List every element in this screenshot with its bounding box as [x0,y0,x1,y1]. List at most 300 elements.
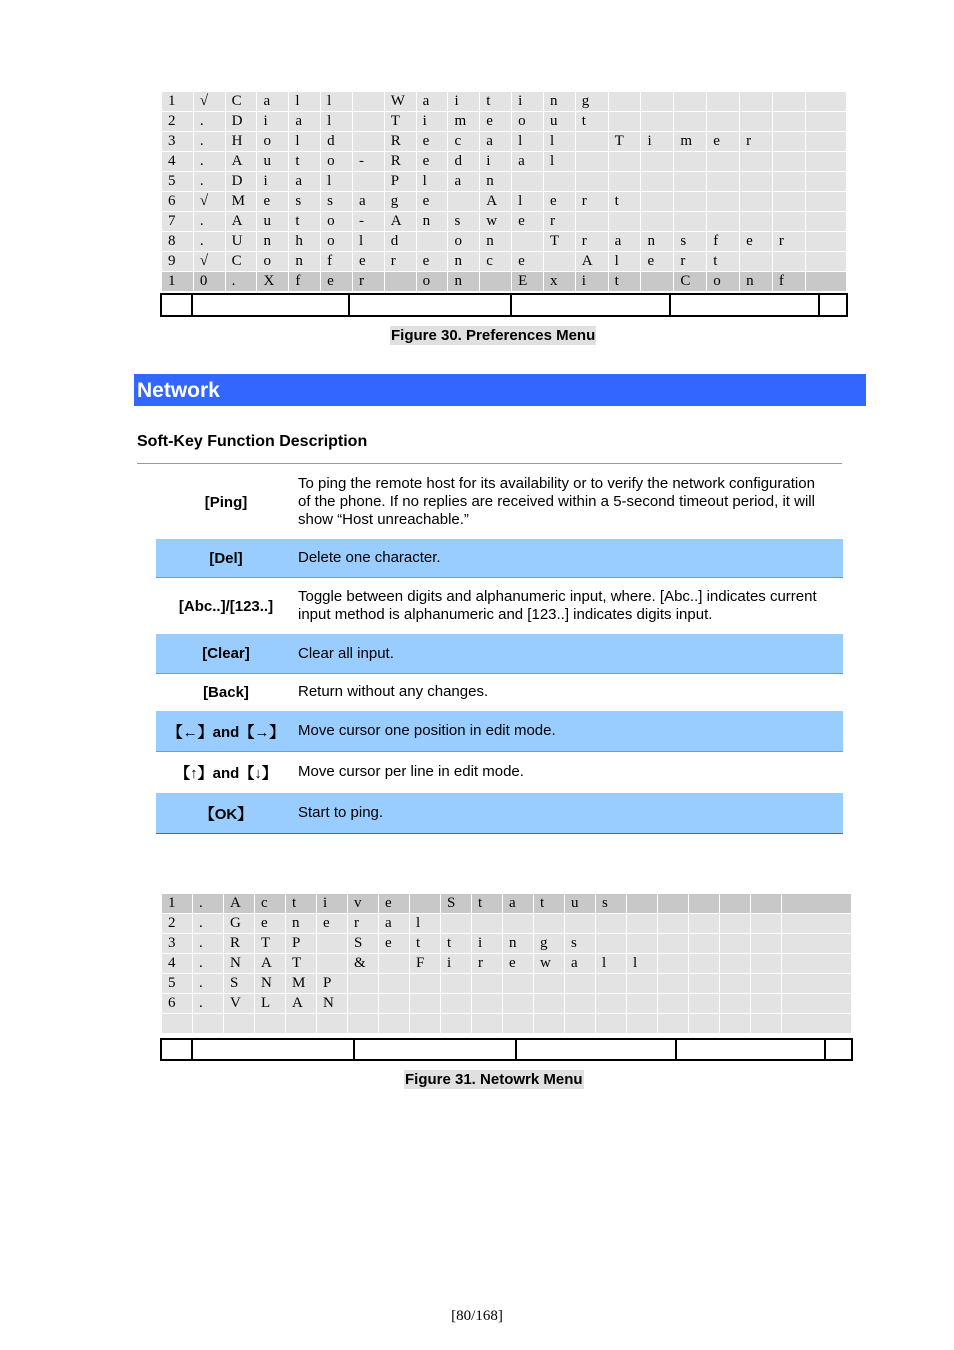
lcd-char-cell: 2 [162,112,194,132]
lcd-char-cell [534,1014,565,1034]
lcd-char-cell: a [480,132,512,152]
lcd-char-cell: o [321,212,353,232]
menu-row [162,954,852,974]
lcd-char-cell: 4 [162,954,193,974]
lcd-char-cell: f [289,272,321,292]
lcd-char-cell: t [289,212,321,232]
lcd-char-cell: . [193,934,224,954]
lcd-char-cell: E [512,272,544,292]
lcd-char-cell: l [627,954,658,974]
lcd-char-cell: c [480,252,512,272]
lcd-char-cell [162,1014,193,1034]
lcd-char-cell [512,172,544,192]
lcd-char-cell [641,172,674,192]
lcd-char-cell: d [321,132,353,152]
softkey-description: Delete one character. [298,549,441,566]
lcd-char-cell: t [410,934,441,954]
lcd-char-cell: a [257,92,289,112]
lcd-char-cell [627,974,658,994]
softkey-slot [820,295,846,315]
lcd-char-cell: 1 [162,92,194,112]
lcd-char-cell [689,1014,720,1034]
softkey-description: Move cursor per line in edit mode. [298,763,524,780]
lcd-char-cell: e [321,272,353,292]
lcd-char-cell: t [480,92,512,112]
lcd-char-cell [441,974,472,994]
lcd-char-cell: e [379,934,410,954]
softkey-name: [Del] [209,549,243,567]
lcd-char-cell: f [772,272,805,292]
lcd-char-cell: H [225,132,257,152]
lcd-char-cell: a [289,112,321,132]
lcd-char-cell: R [384,152,416,172]
lcd-char-cell: e [740,232,773,252]
lcd-char-cell [575,132,608,152]
lcd-char-cell: a [289,172,321,192]
lcd-char-cell: r [543,212,575,232]
lcd-char-cell: S [348,934,379,954]
lcd-char-cell [720,974,751,994]
lcd-char-cell: r [575,232,608,252]
lcd-char-cell: o [257,252,289,272]
lcd-char-cell [782,1014,852,1034]
lcd-char-cell: g [575,92,608,112]
lcd-char-cell: s [674,232,707,252]
lcd-char-cell: 9 [162,252,194,272]
lcd-char-cell: x [543,272,575,292]
lcd-char-cell: X [257,272,289,292]
lcd-char-cell: t [289,152,321,172]
lcd-char-cell [543,172,575,192]
lcd-char-cell: n [480,172,512,192]
menu-row [162,914,852,934]
lcd-char-cell: L [255,994,286,1014]
lcd-char-cell: l [543,132,575,152]
lcd-char-cell [534,994,565,1014]
lcd-char-cell [565,1014,596,1034]
lcd-char-cell [674,112,707,132]
lcd-char-cell: v [348,894,379,914]
lcd-char-cell [641,272,674,292]
lcd-char-cell [805,272,846,292]
lcd-char-cell: √ [193,192,225,212]
lcd-char-cell [641,212,674,232]
page-number: [80/168] [451,1308,503,1324]
softkey-slot [826,1040,851,1059]
lcd-char-cell: g [384,192,416,212]
lcd-char-cell: n [448,252,480,272]
lcd-char-cell [674,152,707,172]
lcd-char-cell: l [289,132,321,152]
lcd-char-cell [740,152,773,172]
lcd-char-cell [772,92,805,112]
lcd-char-cell: C [674,272,707,292]
menu-row [162,252,847,272]
lcd-char-cell: 0 [193,272,225,292]
lcd-char-cell: l [321,112,353,132]
menu-row [162,934,852,954]
lcd-char-cell: t [286,894,317,914]
lcd-char-cell: s [448,212,480,232]
lcd-char-cell: T [608,132,641,152]
softkey-description: Move cursor one position in edit mode. [298,722,556,739]
lcd-char-cell [503,1014,534,1034]
lcd-char-cell [416,232,448,252]
lcd-char-cell: . [193,994,224,1014]
lcd-char-cell [410,974,441,994]
softkey-name: 【↑】and【↓】 [175,764,277,782]
lcd-char-cell [608,112,641,132]
lcd-char-cell: V [224,994,255,1014]
lcd-char-cell: n [503,934,534,954]
lcd-char-cell: D [225,172,257,192]
lcd-char-cell: . [193,954,224,974]
softkey-row [156,674,843,710]
lcd-char-cell: i [441,954,472,974]
lcd-char-cell: e [352,252,384,272]
lcd-char-cell: C [225,252,257,272]
lcd-char-cell: e [707,132,740,152]
menu-row [162,1014,852,1034]
menu-row [162,894,852,914]
lcd-char-cell: 4 [162,152,194,172]
lcd-char-cell: P [317,974,348,994]
lcd-char-cell [317,934,348,954]
softkey-slot [162,1040,193,1059]
lcd-char-cell: n [416,212,448,232]
lcd-char-cell [782,894,852,914]
lcd-char-cell [740,92,773,112]
lcd-char-cell [689,894,720,914]
lcd-char-cell [575,212,608,232]
lcd-char-cell [565,994,596,1014]
lcd-char-cell [379,994,410,1014]
softkey-slot [350,295,512,315]
softkey-slot [671,295,820,315]
lcd-char-cell: n [641,232,674,252]
lcd-char-cell [689,954,720,974]
lcd-char-cell [410,1014,441,1034]
lcd-char-cell: l [512,192,544,212]
lcd-char-cell [641,152,674,172]
lcd-char-cell [410,994,441,1014]
lcd-char-cell: t [534,894,565,914]
softkey-slot [162,295,193,315]
lcd-char-cell [751,954,782,974]
lcd-char-cell [720,934,751,954]
softkey-description: Return without any changes. [298,683,489,700]
lcd-char-cell: √ [193,252,225,272]
lcd-char-cell [689,974,720,994]
lcd-char-cell: o [321,152,353,172]
softkey-row [156,634,843,674]
lcd-char-cell: e [512,212,544,232]
lcd-char-cell [352,132,384,152]
softkey-row [156,472,843,532]
lcd-char-cell: e [641,252,674,272]
lcd-char-cell: F [410,954,441,974]
lcd-char-cell [448,192,480,212]
lcd-char-cell: e [480,112,512,132]
lcd-char-cell: o [416,272,448,292]
lcd-char-cell: r [575,192,608,212]
lcd-char-cell: N [255,974,286,994]
lcd-char-cell [805,192,846,212]
lcd-char-cell [805,232,846,252]
lcd-char-cell [740,252,773,272]
lcd-char-cell: e [255,914,286,934]
lcd-char-cell: N [317,994,348,1014]
lcd-char-cell [658,934,689,954]
lcd-char-cell [805,212,846,232]
section-title: Network [134,374,866,406]
lcd-char-cell [720,954,751,974]
menu-row [162,232,847,252]
lcd-char-cell: n [543,92,575,112]
lcd-char-cell [627,994,658,1014]
lcd-char-cell: i [257,112,289,132]
lcd-char-cell [658,894,689,914]
lcd-char-cell [565,914,596,934]
lcd-char-cell [772,112,805,132]
lcd-char-cell [740,212,773,232]
lcd-char-cell [740,112,773,132]
lcd-char-cell [503,974,534,994]
lcd-char-cell [596,934,627,954]
softkey-slot [517,1040,677,1059]
figure-31-caption: Figure 31. Netowrk Menu [405,1071,583,1088]
lcd-char-cell: e [503,954,534,974]
lcd-char-cell: i [257,172,289,192]
lcd-char-cell: 8 [162,232,194,252]
divider [137,463,842,464]
lcd-char-cell: . [193,172,225,192]
menu-row [162,172,847,192]
menu-row [162,212,847,232]
lcd-char-cell [596,914,627,934]
lcd-char-cell: m [448,112,480,132]
lcd-char-cell: a [416,92,448,112]
softkey-description: Toggle between digits and alphanumeric input, where. [Abc..] indicates current input method is alphanumeric and [123..] indicates digits input. [298,588,817,623]
lcd-char-cell: e [257,192,289,212]
lcd-char-cell: l [410,914,441,934]
lcd-char-cell [224,1014,255,1034]
lcd-char-cell: c [448,132,480,152]
lcd-char-cell: i [641,132,674,152]
lcd-char-cell: t [707,252,740,272]
lcd-char-cell: 3 [162,934,193,954]
lcd-char-cell: e [543,192,575,212]
lcd-char-cell [255,1014,286,1034]
lcd-char-cell [441,914,472,934]
lcd-char-cell: f [707,232,740,252]
lcd-char-cell: o [448,232,480,252]
menu-row [162,132,847,152]
lcd-char-cell: l [321,172,353,192]
lcd-char-cell: W [384,92,416,112]
lcd-char-cell [805,112,846,132]
softkey-name: 【←】and【→】 [167,723,285,741]
lcd-char-cell: . [225,272,257,292]
lcd-char-cell: T [286,954,317,974]
lcd-char-cell: i [472,934,503,954]
lcd-char-cell: - [352,212,384,232]
lcd-char-cell: l [543,152,575,172]
lcd-char-cell [352,112,384,132]
lcd-char-cell: t [575,112,608,132]
lcd-char-cell: e [416,192,448,212]
softkey-slot [677,1040,826,1059]
lcd-char-cell [472,914,503,934]
lcd-char-cell [805,252,846,272]
preferences-softkey-bar [160,293,848,317]
lcd-char-cell: a [565,954,596,974]
lcd-char-cell: a [608,232,641,252]
lcd-char-cell [503,994,534,1014]
lcd-char-cell [379,954,410,974]
lcd-char-cell [503,914,534,934]
lcd-char-cell: l [608,252,641,272]
lcd-char-cell: l [512,132,544,152]
lcd-char-cell: l [321,92,353,112]
lcd-char-cell: o [512,112,544,132]
lcd-char-cell [575,172,608,192]
lcd-char-cell [379,974,410,994]
lcd-char-cell: d [384,232,416,252]
lcd-char-cell: d [448,152,480,172]
lcd-char-cell: l [416,172,448,192]
lcd-char-cell: a [512,152,544,172]
lcd-char-cell [720,1014,751,1034]
lcd-char-cell: n [257,232,289,252]
lcd-char-cell: s [596,894,627,914]
lcd-char-cell: . [193,152,225,172]
lcd-char-cell [707,92,740,112]
softkey-slot [512,295,671,315]
lcd-char-cell: r [352,272,384,292]
network-menu-screen [161,893,852,1034]
lcd-char-cell [740,172,773,192]
menu-row [162,192,847,212]
lcd-char-cell: . [193,974,224,994]
lcd-char-cell [596,994,627,1014]
menu-row [162,152,847,172]
lcd-char-cell [707,152,740,172]
lcd-char-cell [441,1014,472,1034]
lcd-char-cell: o [257,132,289,152]
subheading: Soft-Key Function Description [137,433,368,450]
lcd-char-cell [317,1014,348,1034]
lcd-char-cell [782,934,852,954]
lcd-char-cell: u [565,894,596,914]
lcd-char-cell [751,934,782,954]
lcd-char-cell: u [257,212,289,232]
lcd-char-cell: t [441,934,472,954]
lcd-char-cell: R [384,132,416,152]
lcd-char-cell: A [225,152,257,172]
lcd-char-cell [674,212,707,232]
softkey-row [156,584,843,628]
lcd-char-cell [720,894,751,914]
lcd-char-cell: t [608,272,641,292]
lcd-char-cell [534,974,565,994]
lcd-char-cell [689,934,720,954]
lcd-char-cell [641,192,674,212]
lcd-char-cell [805,152,846,172]
lcd-char-cell [441,994,472,1014]
lcd-char-cell: A [286,994,317,1014]
lcd-char-cell [658,914,689,934]
lcd-char-cell: T [255,934,286,954]
lcd-char-cell: 5 [162,172,194,192]
softkey-name: [Abc..]/[123..] [178,597,274,615]
lcd-char-cell [658,954,689,974]
lcd-char-cell: t [472,894,503,914]
lcd-char-cell: e [416,132,448,152]
menu-row [162,272,847,292]
lcd-char-cell: - [352,152,384,172]
lcd-char-cell: 6 [162,994,193,1014]
lcd-char-cell: r [772,232,805,252]
lcd-char-cell: 1 [162,272,194,292]
lcd-char-cell: S [441,894,472,914]
lcd-char-cell [772,172,805,192]
lcd-char-cell [193,1014,224,1034]
lcd-char-cell: l [289,92,321,112]
lcd-char-cell [674,192,707,212]
lcd-char-cell: T [543,232,575,252]
lcd-char-cell: n [740,272,773,292]
lcd-char-cell [317,954,348,974]
lcd-char-cell [782,914,852,934]
lcd-char-cell: i [448,92,480,112]
lcd-char-cell: w [534,954,565,974]
lcd-char-cell: A [255,954,286,974]
lcd-char-cell [472,994,503,1014]
lcd-char-cell: u [543,112,575,132]
lcd-char-cell: 3 [162,132,194,152]
lcd-char-cell: w [480,212,512,232]
lcd-char-cell: A [225,212,257,232]
lcd-char-cell [348,974,379,994]
lcd-char-cell [740,192,773,212]
lcd-char-cell: C [225,92,257,112]
lcd-char-cell [689,914,720,934]
lcd-char-cell [627,914,658,934]
lcd-char-cell: c [255,894,286,914]
lcd-char-cell: n [480,232,512,252]
lcd-char-cell [720,914,751,934]
lcd-char-cell: A [384,212,416,232]
lcd-char-cell: a [352,192,384,212]
lcd-char-cell [352,172,384,192]
lcd-char-cell: . [193,132,225,152]
lcd-char-cell: g [534,934,565,954]
softkey-name: 【OK】 [199,805,253,823]
lcd-char-cell [772,132,805,152]
lcd-char-cell: i [575,272,608,292]
lcd-char-cell: t [608,192,641,212]
figure-30-caption: Figure 30. Preferences Menu [391,327,596,344]
lcd-char-cell [512,232,544,252]
lcd-char-cell [472,974,503,994]
lcd-char-cell: 1 [162,894,193,914]
lcd-char-cell [565,974,596,994]
lcd-char-cell [410,894,441,914]
lcd-char-cell: a [503,894,534,914]
lcd-char-cell: U [225,232,257,252]
lcd-char-cell: l [596,954,627,974]
